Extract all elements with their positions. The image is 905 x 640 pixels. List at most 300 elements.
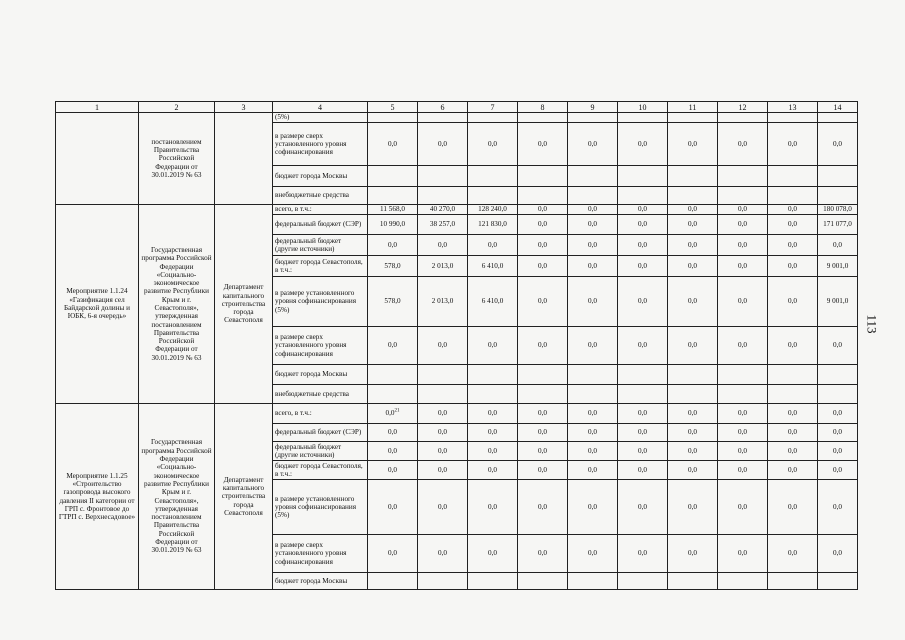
- value-cell: [618, 442, 668, 461]
- value-text: 0,0: [488, 502, 497, 511]
- funding-source: федеральный бюджет (СЭР): [273, 215, 368, 235]
- column-header: 3: [215, 102, 273, 113]
- value-text: 0,0: [385, 409, 395, 418]
- funding-source: в размере установленного уровня софинансирования (5%): [273, 277, 368, 327]
- activity-name: Мероприятие 1.1.25 «Строительство газопровода высокого давления II категории от ГРП с. Фронтовое до ГТРП с. Верхнесадовое»: [56, 404, 139, 590]
- value-cell: [718, 442, 768, 461]
- value-text: 0,0: [538, 139, 547, 148]
- value-text: 0,0: [538, 502, 547, 511]
- value-text: 0,0: [738, 549, 747, 558]
- value-text: 0,0: [538, 220, 547, 229]
- value-cell: [768, 277, 818, 327]
- value-text: 0,0: [788, 220, 797, 229]
- funding-source: всего, в т.ч.:: [273, 404, 368, 424]
- value-cell: [718, 166, 768, 187]
- value-cell: [668, 573, 718, 590]
- value-text: 0,0: [438, 139, 447, 148]
- value-text: 0,0: [638, 428, 647, 437]
- funding-source: бюджет города Севастополя, в т.ч.:: [273, 256, 368, 277]
- value-cell: [768, 480, 818, 535]
- value-cell: [418, 327, 468, 365]
- value-cell: [568, 205, 618, 215]
- value-text: 0,0: [688, 261, 697, 270]
- value-cell: [368, 385, 418, 404]
- value-cell: [568, 573, 618, 590]
- value-cell: [418, 573, 468, 590]
- value-cell: [618, 404, 668, 424]
- value-text: 0,0: [688, 549, 697, 558]
- value-cell: [418, 235, 468, 256]
- value-cell: [518, 166, 568, 187]
- value-cell: [818, 442, 858, 461]
- value-text: 0,0: [488, 240, 497, 249]
- value-text: 0,0: [438, 341, 447, 350]
- value-cell: [768, 166, 818, 187]
- value-cell: [668, 480, 718, 535]
- value-text: 0,0: [833, 502, 842, 511]
- value-cell: [668, 113, 718, 123]
- value-text: 0,0: [438, 409, 447, 418]
- value-cell: [518, 365, 568, 385]
- table-row: [56, 205, 858, 215]
- value-text: 0,0: [488, 465, 497, 474]
- value-cell: [418, 277, 468, 327]
- value-cell: [568, 277, 618, 327]
- funding-source: всего, в т.ч.:: [273, 205, 368, 215]
- value-cell: [768, 123, 818, 166]
- value-text: 0,0: [788, 240, 797, 249]
- responsible-department: Департамент капитального строительства города Севастополя: [215, 205, 273, 404]
- value-cell: [768, 573, 818, 590]
- value-text: 0,0: [788, 261, 797, 270]
- value-text: 0,0: [638, 409, 647, 418]
- value-cell: [568, 535, 618, 573]
- value-text: 0,0: [588, 502, 597, 511]
- value-cell: [518, 123, 568, 166]
- funding-source: (5%): [273, 113, 368, 123]
- value-cell: [718, 404, 768, 424]
- value-text: 0,0: [588, 205, 597, 214]
- funding-source: в размере установленного уровня софинансирования (5%): [273, 480, 368, 535]
- value-text: 0,0: [638, 446, 647, 455]
- value-cell: [568, 215, 618, 235]
- value-cell: [468, 205, 518, 215]
- value-cell: [618, 166, 668, 187]
- program-reference: Государственная программа Российской Федерации «Социально-экономическое развитие Республики Крым и г. Севастополя», утвержденная постановлением Правительства Российской Федерации от 30.01.2019 № 63: [139, 205, 215, 404]
- value-text: 6 410,0: [481, 261, 504, 270]
- value-text: 0,0: [538, 446, 547, 455]
- value-text: 0,0: [538, 341, 547, 350]
- value-cell: [818, 365, 858, 385]
- value-text: 0,0: [388, 465, 397, 474]
- value-cell: [418, 113, 468, 123]
- funding-source: бюджет города Москвы: [273, 365, 368, 385]
- value-cell: [768, 442, 818, 461]
- value-cell: [618, 365, 668, 385]
- value-cell: [468, 365, 518, 385]
- value-cell: [468, 113, 518, 123]
- value-text: 0,0: [488, 341, 497, 350]
- value-cell: [418, 365, 468, 385]
- value-text: 0,0: [388, 139, 397, 148]
- value-cell: [568, 235, 618, 256]
- value-cell: [818, 166, 858, 187]
- value-text: 0,0: [688, 428, 697, 437]
- value-text: 0,0: [538, 297, 547, 306]
- value-cell: [368, 535, 418, 573]
- value-text: 0,0: [538, 205, 547, 214]
- value-cell: [368, 113, 418, 123]
- value-text: 0,0: [738, 205, 747, 214]
- value-text: 0,0: [388, 549, 397, 558]
- value-cell: [818, 327, 858, 365]
- value-text: 0,0: [638, 205, 647, 214]
- value-text: 0,0: [833, 446, 842, 455]
- value-text: 2 013,0: [431, 297, 454, 306]
- value-cell: [568, 256, 618, 277]
- value-text: 0,0: [738, 261, 747, 270]
- value-text: 0,0: [738, 139, 747, 148]
- value-text: 0,0: [638, 549, 647, 558]
- value-cell: [718, 235, 768, 256]
- value-cell: [668, 327, 718, 365]
- value-text: 0,0: [438, 446, 447, 455]
- value-cell: [768, 365, 818, 385]
- value-cell: [718, 215, 768, 235]
- value-cell: [468, 480, 518, 535]
- funding-source: бюджет города Москвы: [273, 573, 368, 590]
- value-text: 0,0: [688, 220, 697, 229]
- value-cell: [518, 461, 568, 480]
- value-text: 0,0: [738, 341, 747, 350]
- value-cell: [718, 327, 768, 365]
- value-cell: [618, 535, 668, 573]
- value-text: 0,0: [738, 220, 747, 229]
- value-cell: [418, 480, 468, 535]
- value-text: 0,0: [538, 240, 547, 249]
- value-text: 0,0: [438, 549, 447, 558]
- value-text: 0,0: [588, 428, 597, 437]
- value-cell: [518, 535, 568, 573]
- value-text: 0,0: [788, 446, 797, 455]
- value-text: 40 270,0: [429, 205, 456, 214]
- value-cell: [718, 385, 768, 404]
- value-cell: [568, 187, 618, 205]
- value-cell: [818, 187, 858, 205]
- column-header: 14: [818, 102, 858, 113]
- value-cell: [518, 573, 568, 590]
- value-cell: [718, 573, 768, 590]
- value-cell: [618, 385, 668, 404]
- value-cell: [568, 480, 618, 535]
- value-text: 0,0: [388, 341, 397, 350]
- value-cell: [718, 480, 768, 535]
- value-cell: [418, 205, 468, 215]
- value-text: 0,0: [388, 502, 397, 511]
- value-cell: [668, 215, 718, 235]
- value-text: 0,0: [788, 409, 797, 418]
- value-text: 180 078,0: [823, 205, 852, 214]
- value-cell: [818, 480, 858, 535]
- value-cell: [818, 205, 858, 215]
- value-cell: [568, 461, 618, 480]
- value-cell: [768, 327, 818, 365]
- value-text: 0,0: [688, 139, 697, 148]
- funding-source: федеральный бюджет (другие источники): [273, 235, 368, 256]
- value-text: 0,0: [588, 240, 597, 249]
- funding-source: федеральный бюджет (другие источники): [273, 442, 368, 461]
- value-cell: [718, 424, 768, 442]
- responsible-department: [215, 113, 273, 205]
- value-cell: [718, 123, 768, 166]
- page-number: 113: [864, 314, 880, 334]
- value-cell: [618, 424, 668, 442]
- value-cell: [768, 205, 818, 215]
- header-row: [56, 102, 858, 113]
- value-cell: [418, 442, 468, 461]
- value-cell: [668, 461, 718, 480]
- value-cell: [468, 535, 518, 573]
- value-cell: [368, 187, 418, 205]
- value-text: 0,0: [388, 428, 397, 437]
- value-cell: [768, 113, 818, 123]
- funding-source: в размере сверх установленного уровня софинансирования: [273, 327, 368, 365]
- value-text: 171 077,0: [823, 220, 852, 229]
- column-header: 5: [368, 102, 418, 113]
- value-cell: [518, 277, 568, 327]
- value-cell: [568, 166, 618, 187]
- value-text: 0,0: [833, 409, 842, 418]
- value-cell: [518, 480, 568, 535]
- value-cell: [718, 187, 768, 205]
- value-text: 0,0: [538, 261, 547, 270]
- value-text: 0,0: [688, 297, 697, 306]
- value-cell: [418, 166, 468, 187]
- value-text: 0,0: [438, 465, 447, 474]
- funding-source: бюджет города Севастополя, в т.ч.:: [273, 461, 368, 480]
- value-text: 0,0: [688, 240, 697, 249]
- value-text: 0,0: [488, 446, 497, 455]
- responsible-department: Департамент капитального строительства города Севастополя: [215, 404, 273, 590]
- value-text: 0,0: [388, 446, 397, 455]
- value-text: 0,0: [688, 502, 697, 511]
- value-cell: [518, 256, 568, 277]
- value-cell: [818, 256, 858, 277]
- funding-source: внебюджетные средства: [273, 385, 368, 404]
- value-cell: [668, 535, 718, 573]
- value-cell: [468, 215, 518, 235]
- value-cell: [518, 235, 568, 256]
- column-header: 11: [668, 102, 718, 113]
- value-text: 0,0: [788, 502, 797, 511]
- value-cell: [418, 535, 468, 573]
- value-cell: [618, 113, 668, 123]
- value-text: 0,0: [638, 261, 647, 270]
- value-cell: [418, 215, 468, 235]
- value-text: 0,0: [833, 428, 842, 437]
- value-text: 0,0: [788, 139, 797, 148]
- value-cell: [818, 235, 858, 256]
- table-row: [56, 404, 858, 424]
- column-header: 1: [56, 102, 139, 113]
- value-cell: [368, 235, 418, 256]
- value-cell: [368, 205, 418, 215]
- value-cell: [518, 215, 568, 235]
- value-cell: [768, 187, 818, 205]
- value-cell: [818, 404, 858, 424]
- value-cell: [618, 461, 668, 480]
- value-text: 0,0: [538, 465, 547, 474]
- value-cell: [518, 442, 568, 461]
- value-cell: [818, 215, 858, 235]
- value-text: 0,0: [833, 240, 842, 249]
- value-text: 0,0: [588, 261, 597, 270]
- value-text: 0,0: [588, 465, 597, 474]
- value-text: 0,0: [638, 341, 647, 350]
- value-text: 0,0: [388, 240, 397, 249]
- value-text: 9 001,0: [826, 261, 849, 270]
- value-text: 0,0: [788, 205, 797, 214]
- value-cell: [568, 404, 618, 424]
- value-cell: [568, 113, 618, 123]
- value-cell: [368, 461, 418, 480]
- value-cell: [668, 404, 718, 424]
- activity-name: Мероприятие 1.1.24 «Газификация сел Байдарской долины и ЮБК, 6-я очередь»: [56, 205, 139, 404]
- value-cell: [368, 365, 418, 385]
- value-cell: [818, 113, 858, 123]
- table-row: [56, 113, 858, 123]
- value-text: 0,0: [538, 409, 547, 418]
- funding-source: в размере сверх установленного уровня софинансирования: [273, 535, 368, 573]
- value-text: 0,0: [538, 549, 547, 558]
- funding-source: в размере сверх установленного уровня софинансирования: [273, 123, 368, 166]
- value-text: 0,0: [738, 409, 747, 418]
- value-cell: [618, 187, 668, 205]
- value-text: 0,0: [833, 549, 842, 558]
- value-text: 0,0: [788, 549, 797, 558]
- value-cell: [668, 235, 718, 256]
- value-cell: [468, 277, 518, 327]
- value-text: 0,0: [788, 297, 797, 306]
- footnote-mark: 21: [394, 408, 400, 414]
- value-cell: [768, 385, 818, 404]
- value-text: 0,0: [488, 549, 497, 558]
- value-text: 0,0: [688, 205, 697, 214]
- value-cell: [668, 123, 718, 166]
- value-cell: [518, 424, 568, 442]
- value-text: 6 410,0: [481, 297, 504, 306]
- value-cell: [468, 235, 518, 256]
- value-text: 0,0: [688, 341, 697, 350]
- value-cell: [768, 404, 818, 424]
- budget-table: [55, 101, 858, 590]
- value-cell: [368, 256, 418, 277]
- value-cell: [368, 404, 418, 424]
- value-text: 0,0: [788, 341, 797, 350]
- value-text: 0,0: [488, 428, 497, 437]
- value-cell: [418, 123, 468, 166]
- value-text: 0,0: [438, 240, 447, 249]
- value-cell: [818, 277, 858, 327]
- value-cell: [568, 442, 618, 461]
- value-cell: [618, 123, 668, 166]
- value-text: 0,0: [438, 428, 447, 437]
- value-cell: [368, 327, 418, 365]
- value-text: 0,0: [588, 409, 597, 418]
- column-header: 6: [418, 102, 468, 113]
- funding-source: федеральный бюджет (СЭР): [273, 424, 368, 442]
- value-cell: [718, 535, 768, 573]
- value-cell: [518, 385, 568, 404]
- value-cell: [618, 235, 668, 256]
- value-cell: [668, 442, 718, 461]
- value-cell: [468, 123, 518, 166]
- value-text: 0,0: [833, 465, 842, 474]
- value-text: 2 013,0: [431, 261, 454, 270]
- value-cell: [618, 480, 668, 535]
- value-cell: [468, 442, 518, 461]
- column-header: 9: [568, 102, 618, 113]
- value-cell: [768, 461, 818, 480]
- value-cell: [468, 256, 518, 277]
- value-text: 0,0: [588, 549, 597, 558]
- value-cell: [818, 573, 858, 590]
- value-cell: [568, 123, 618, 166]
- value-cell: [368, 424, 418, 442]
- value-text: 0,0: [638, 139, 647, 148]
- value-text: 0,0: [738, 446, 747, 455]
- value-cell: [368, 215, 418, 235]
- value-cell: [768, 235, 818, 256]
- column-header: 13: [768, 102, 818, 113]
- value-text: 0,0: [738, 428, 747, 437]
- value-cell: [618, 205, 668, 215]
- value-cell: [368, 480, 418, 535]
- value-cell: [718, 461, 768, 480]
- funding-source: внебюджетные средства: [273, 187, 368, 205]
- value-text: 0,0: [588, 297, 597, 306]
- value-text: 0,0: [738, 240, 747, 249]
- value-cell: [668, 205, 718, 215]
- value-cell: [368, 442, 418, 461]
- value-cell: [818, 123, 858, 166]
- value-text: 0,0: [588, 220, 597, 229]
- value-cell: [468, 327, 518, 365]
- value-cell: [668, 424, 718, 442]
- value-cell: [668, 166, 718, 187]
- value-cell: [518, 113, 568, 123]
- value-text: 0,0: [588, 139, 597, 148]
- value-cell: [418, 256, 468, 277]
- value-cell: [718, 113, 768, 123]
- value-cell: [668, 277, 718, 327]
- value-cell: [518, 205, 568, 215]
- value-cell: [468, 461, 518, 480]
- value-cell: [818, 461, 858, 480]
- value-cell: [668, 256, 718, 277]
- value-cell: [468, 166, 518, 187]
- value-cell: [468, 187, 518, 205]
- value-text: 0,0: [688, 409, 697, 418]
- value-text: 38 257,0: [429, 220, 456, 229]
- value-cell: [518, 187, 568, 205]
- program-reference: Государственная программа Российской Федерации «Социально-экономическое развитие Республики Крым и г. Севастополя», утвержденная постановлением Правительства Российской Федерации от 30.01.2019 № 63: [139, 404, 215, 590]
- value-cell: [768, 215, 818, 235]
- column-header: 7: [468, 102, 518, 113]
- value-text: 0,0: [488, 409, 497, 418]
- value-text: 0,0: [688, 465, 697, 474]
- value-cell: [568, 385, 618, 404]
